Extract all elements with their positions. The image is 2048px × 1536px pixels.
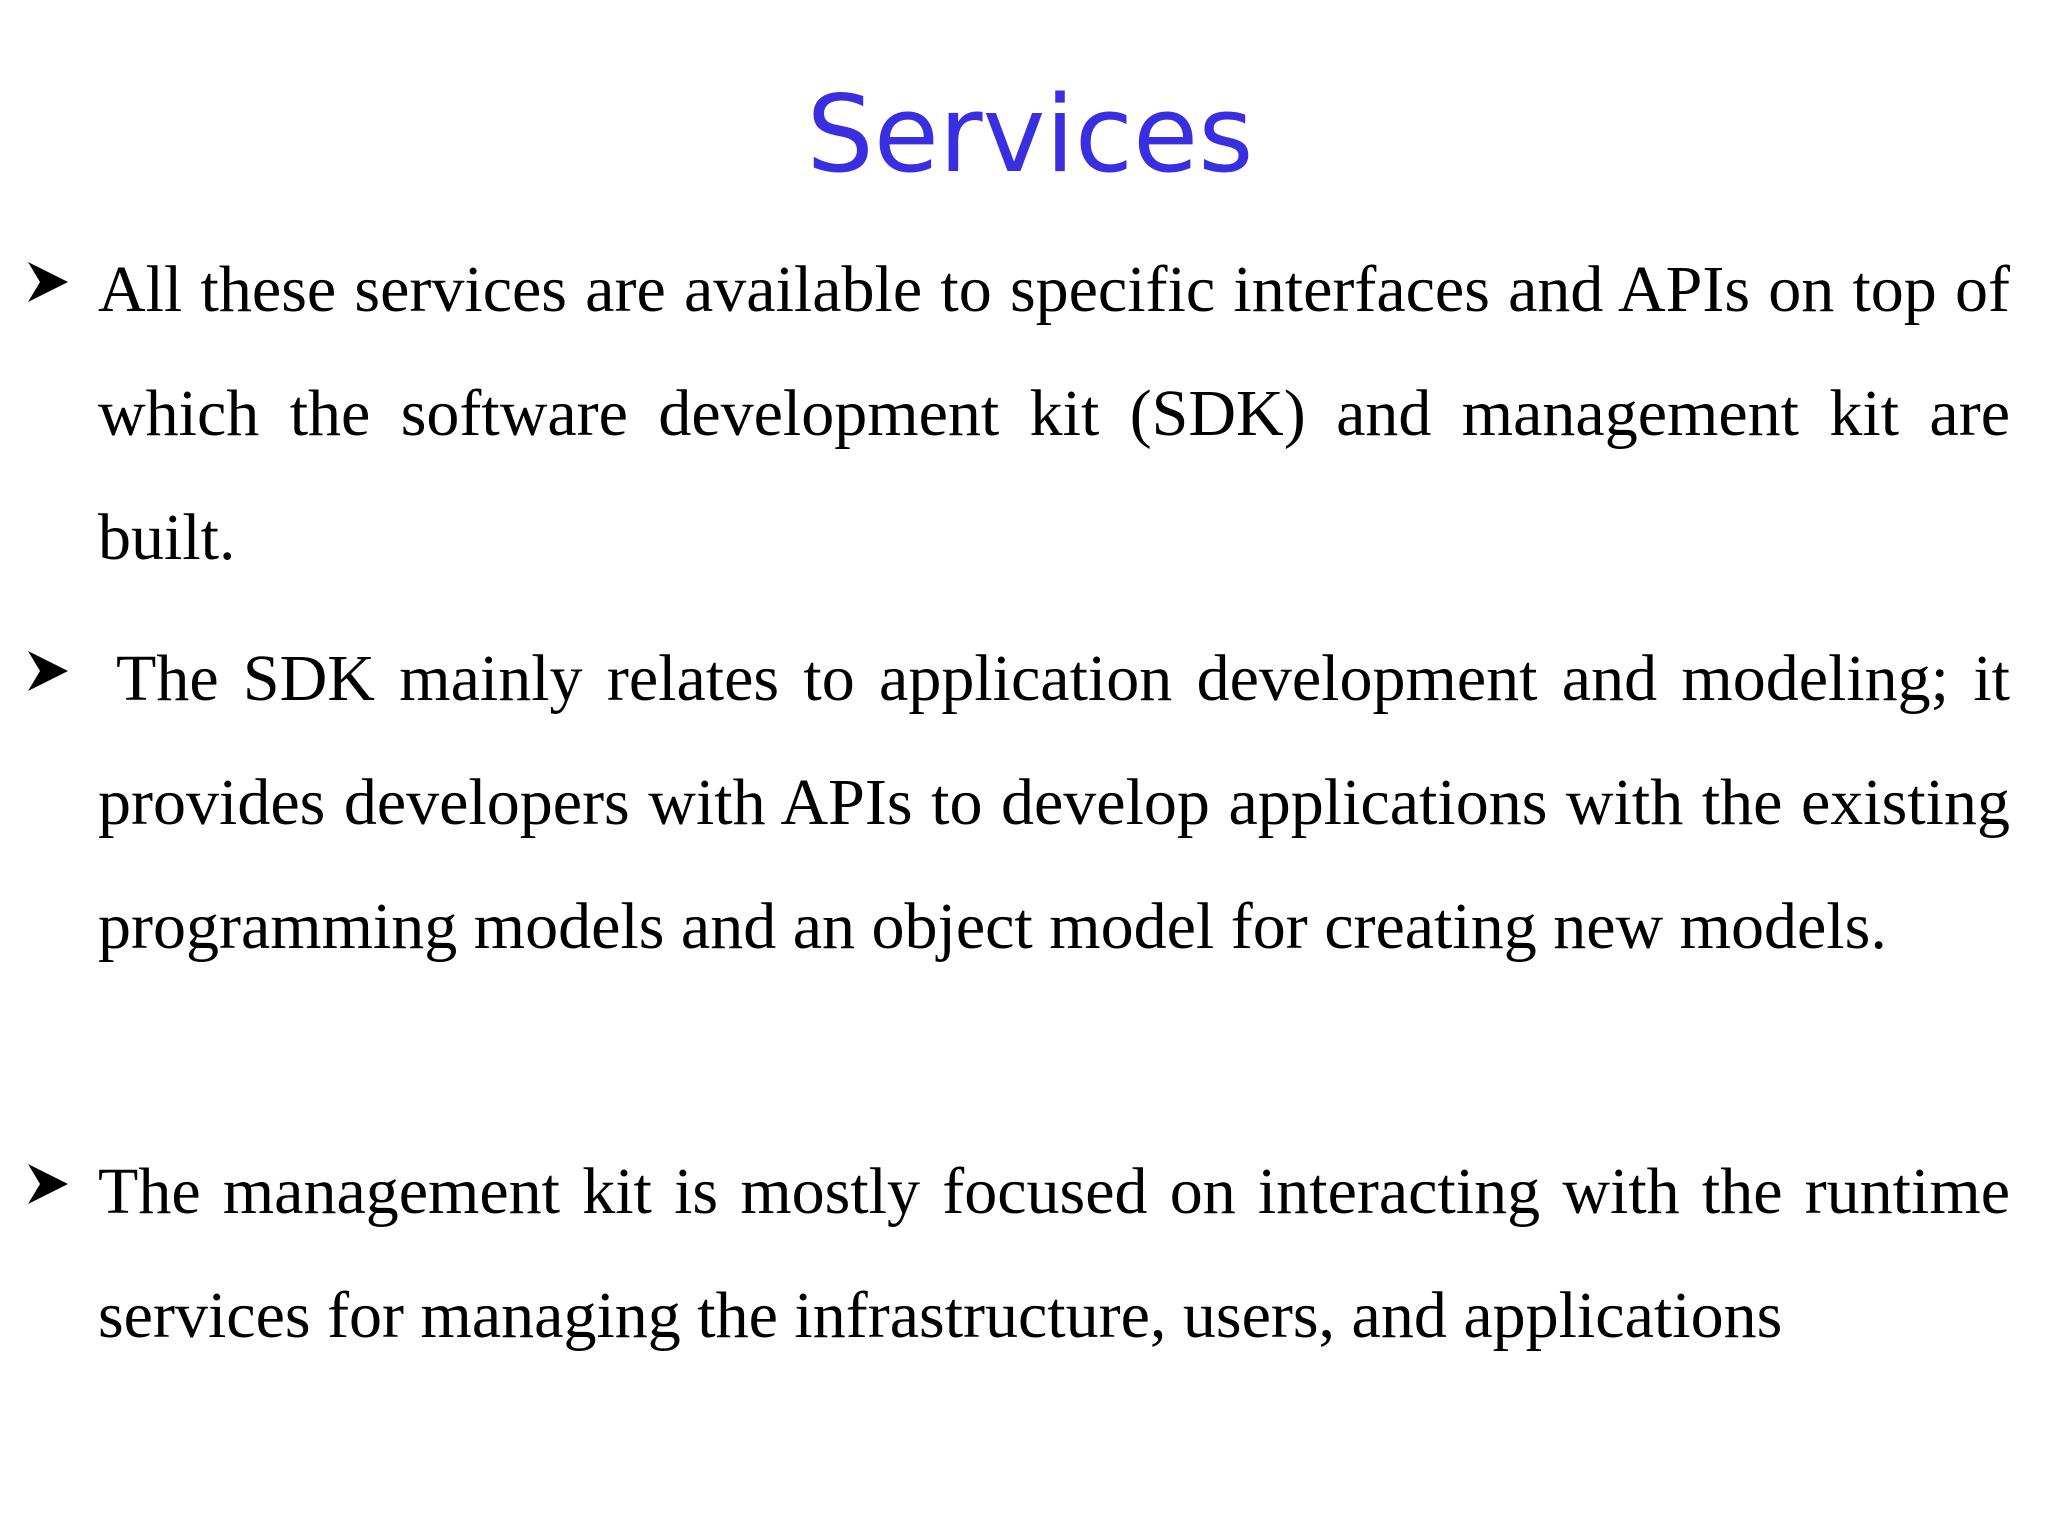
bullet-text: The SDK mainly relates to application development and modeling; it provides developers with APIs to develop applications with the existing programming models and an object model for creating new models.	[98, 642, 2010, 963]
arrowhead-bullet-icon	[24, 258, 72, 306]
bullet-text: The management kit is mostly focused on interacting with the runtime services for managing the infrastructure, users, and applications	[98, 1155, 2010, 1352]
slide-title: Services	[806, 73, 1254, 196]
bullet-text: All these services are available to specific interfaces and APIs on top of which the software development kit (SDK) and management kit are built.	[98, 253, 2010, 574]
arrowhead-bullet-icon	[24, 647, 72, 695]
arrowhead-bullet-icon	[24, 1160, 72, 1208]
